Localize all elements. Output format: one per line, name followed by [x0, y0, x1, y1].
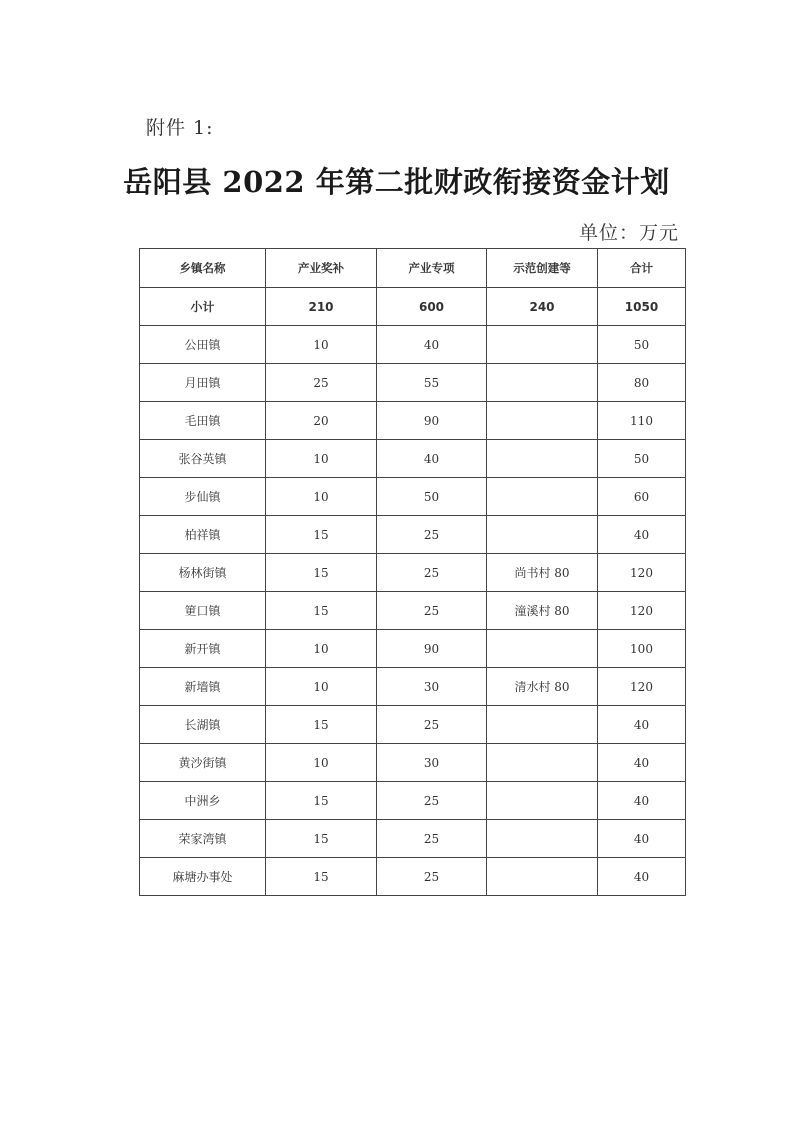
subtotal-row — [140, 288, 686, 326]
cell-total: 80 — [598, 364, 686, 402]
cell-industry-special: 40 — [377, 440, 487, 478]
table-row — [140, 744, 686, 782]
cell-township: 步仙镇 — [140, 478, 266, 516]
cell-total: 120 — [598, 668, 686, 706]
cell-industry-subsidy: 25 — [266, 364, 377, 402]
cell-total: 120 — [598, 592, 686, 630]
cell-industry-subsidy: 10 — [266, 744, 377, 782]
cell-township: 新开镇 — [140, 630, 266, 668]
table-row — [140, 364, 686, 402]
cell-township: 毛田镇 — [140, 402, 266, 440]
cell-total: 40 — [598, 782, 686, 820]
cell-demonstration — [487, 440, 598, 478]
unit-label: 单位：万元 — [578, 222, 679, 244]
cell-demonstration — [487, 706, 598, 744]
header-industry-subsidy: 产业奖补 — [266, 249, 377, 288]
cell-demonstration — [487, 782, 598, 820]
cell-industry-subsidy: 10 — [266, 478, 377, 516]
funding-table — [139, 248, 686, 896]
cell-industry-special: 40 — [377, 326, 487, 364]
table-row — [140, 516, 686, 554]
cell-industry-special: 25 — [377, 706, 487, 744]
cell-total: 100 — [598, 630, 686, 668]
cell-township: 中洲乡 — [140, 782, 266, 820]
table-row — [140, 706, 686, 744]
table-row — [140, 858, 686, 896]
cell-industry-subsidy: 15 — [266, 554, 377, 592]
cell-industry-special: 30 — [377, 744, 487, 782]
cell-demonstration — [487, 478, 598, 516]
cell-township: 月田镇 — [140, 364, 266, 402]
cell-industry-subsidy: 10 — [266, 668, 377, 706]
cell-total: 40 — [598, 858, 686, 896]
cell-industry-special: 25 — [377, 592, 487, 630]
cell-industry-subsidy: 15 — [266, 782, 377, 820]
table-row — [140, 668, 686, 706]
cell-demonstration — [487, 820, 598, 858]
cell-industry-subsidy: 10 — [266, 630, 377, 668]
cell-township: 黄沙街镇 — [140, 744, 266, 782]
cell-industry-special: 25 — [377, 858, 487, 896]
table-row — [140, 402, 686, 440]
table-row — [140, 820, 686, 858]
document-title: 岳阳县 2022 年第二批财政衔接资金计划 — [123, 165, 670, 199]
cell-total: 110 — [598, 402, 686, 440]
cell-township: 筻口镇 — [140, 592, 266, 630]
cell-total: 50 — [598, 440, 686, 478]
cell-demonstration — [487, 402, 598, 440]
table-header-row — [140, 249, 686, 288]
cell-demonstration — [487, 630, 598, 668]
header-demonstration: 示范创建等 — [487, 249, 598, 288]
cell-township: 长湖镇 — [140, 706, 266, 744]
table-row — [140, 782, 686, 820]
cell-industry-special: 55 — [377, 364, 487, 402]
cell-industry-subsidy: 15 — [266, 516, 377, 554]
cell-township: 张谷英镇 — [140, 440, 266, 478]
cell-township: 麻塘办事处 — [140, 858, 266, 896]
cell-township: 杨林街镇 — [140, 554, 266, 592]
cell-industry-special: 30 — [377, 668, 487, 706]
subtotal-industry-subsidy: 210 — [266, 288, 377, 326]
subtotal-total: 1050 — [598, 288, 686, 326]
table-row — [140, 440, 686, 478]
table-row — [140, 326, 686, 364]
cell-industry-special: 25 — [377, 820, 487, 858]
header-industry-special: 产业专项 — [377, 249, 487, 288]
cell-demonstration — [487, 858, 598, 896]
cell-demonstration — [487, 326, 598, 364]
cell-industry-special: 50 — [377, 478, 487, 516]
table-row — [140, 592, 686, 630]
table-row — [140, 554, 686, 592]
cell-total: 40 — [598, 744, 686, 782]
subtotal-industry-special: 600 — [377, 288, 487, 326]
attachment-label: 附件 1: — [146, 117, 214, 139]
cell-industry-subsidy: 10 — [266, 326, 377, 364]
table-row — [140, 630, 686, 668]
cell-demonstration — [487, 744, 598, 782]
table-row — [140, 478, 686, 516]
cell-demonstration: 潼溪村 80 — [487, 592, 598, 630]
cell-industry-special: 25 — [377, 554, 487, 592]
cell-industry-subsidy: 20 — [266, 402, 377, 440]
cell-industry-special: 90 — [377, 630, 487, 668]
cell-industry-subsidy: 15 — [266, 592, 377, 630]
cell-demonstration: 清水村 80 — [487, 668, 598, 706]
cell-township: 柏祥镇 — [140, 516, 266, 554]
cell-demonstration — [487, 364, 598, 402]
header-total: 合计 — [598, 249, 686, 288]
cell-industry-subsidy: 15 — [266, 706, 377, 744]
cell-total: 120 — [598, 554, 686, 592]
cell-industry-special: 25 — [377, 516, 487, 554]
cell-township: 新墙镇 — [140, 668, 266, 706]
cell-demonstration: 尚书村 80 — [487, 554, 598, 592]
cell-demonstration — [487, 516, 598, 554]
cell-township: 荣家湾镇 — [140, 820, 266, 858]
cell-total: 40 — [598, 516, 686, 554]
header-township: 乡镇名称 — [140, 249, 266, 288]
cell-industry-special: 25 — [377, 782, 487, 820]
cell-total: 40 — [598, 706, 686, 744]
cell-industry-subsidy: 10 — [266, 440, 377, 478]
cell-township: 公田镇 — [140, 326, 266, 364]
cell-industry-subsidy: 15 — [266, 820, 377, 858]
subtotal-demonstration: 240 — [487, 288, 598, 326]
cell-total: 40 — [598, 820, 686, 858]
subtotal-label: 小计 — [140, 288, 266, 326]
cell-total: 60 — [598, 478, 686, 516]
cell-industry-special: 90 — [377, 402, 487, 440]
cell-total: 50 — [598, 326, 686, 364]
cell-industry-subsidy: 15 — [266, 858, 377, 896]
